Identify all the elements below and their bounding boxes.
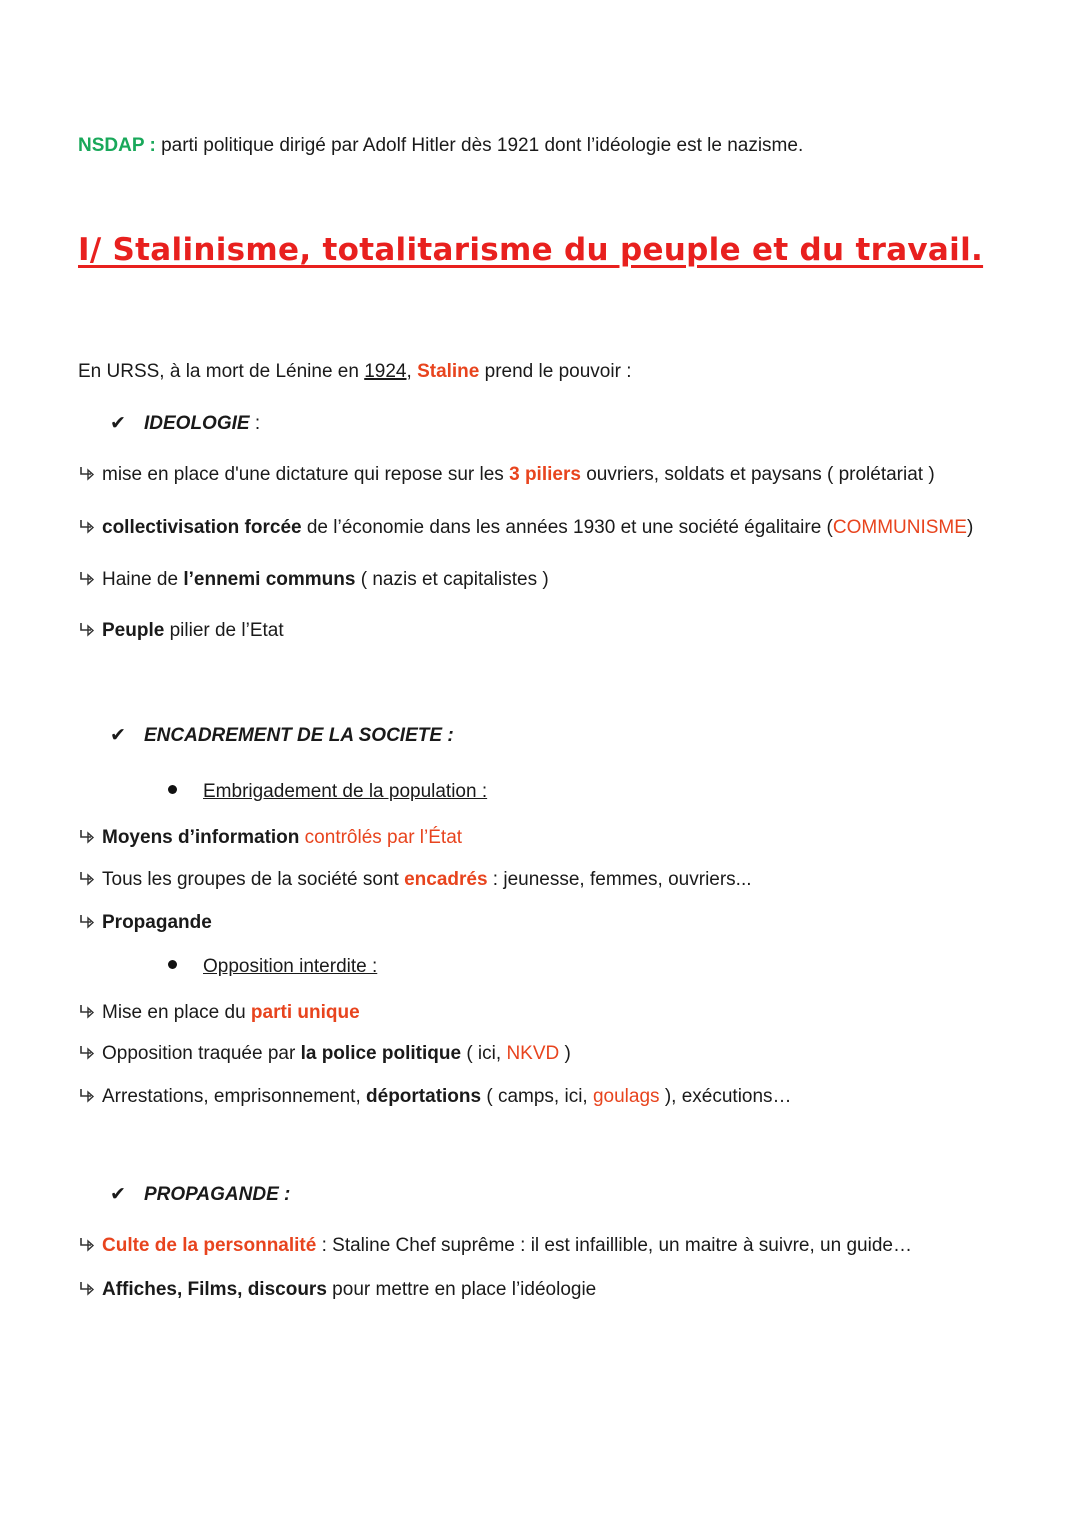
heading-ideologie-label: IDEOLOGIE (144, 413, 250, 434)
hooked-arrow-icon (78, 465, 96, 483)
propagande-item-2 (78, 1278, 596, 1302)
text: ), exécutions… (659, 1086, 792, 1107)
heading-encadrement-label: ENCADREMENT DE LA SOCIETE : (144, 725, 454, 746)
check-mark-icon: ✔ (110, 413, 126, 434)
text: mise en place d'une dictature qui repose sur les (102, 464, 510, 485)
text: de l’économie dans les années 1930 et une société égalitaire ( (301, 517, 833, 538)
heading-ideologie (110, 412, 260, 436)
bold-text: collectivisation forcée (102, 517, 302, 538)
intro-year: 1924 (364, 361, 407, 382)
text: Arrestations, emprisonnement, (102, 1086, 367, 1107)
text: ( ici, (461, 1043, 507, 1064)
hooked-arrow-icon (78, 870, 96, 888)
text: ( nazis et capitalistes ) (355, 569, 549, 590)
subheading-opposition (168, 955, 377, 979)
highlight: COMMUNISME (832, 517, 967, 538)
definition-term: NSDAP : (78, 135, 156, 156)
highlight: contrôlés par l’État (299, 827, 463, 848)
text: pour mettre en place l’idéologie (326, 1279, 597, 1300)
hooked-arrow-icon (78, 913, 96, 931)
intro-text-3: prend le pouvoir : (479, 361, 632, 382)
hooked-arrow-icon (78, 1280, 96, 1298)
highlight: 3 piliers (509, 464, 581, 485)
text: Haine de (102, 569, 184, 590)
ideologie-item-1 (78, 463, 935, 487)
bold-text: l’ennemi communs (183, 569, 356, 590)
bold-text: Propagande (102, 912, 212, 933)
encadrement-item-3 (78, 911, 212, 935)
definition-text: parti politique dirigé par Adolf Hitler dès 1921 dont l’idéologie est le nazisme. (161, 135, 804, 156)
heading-encadrement (110, 724, 454, 748)
intro-staline: Staline (417, 361, 480, 382)
bold-text: Affiches, Films, discours (102, 1279, 327, 1300)
intro-text-2: , (406, 361, 418, 382)
hooked-arrow-icon (78, 570, 96, 588)
text: pilier de l’Etat (164, 620, 284, 641)
check-mark-icon: ✔ (110, 1184, 126, 1205)
ideologie-item-4 (78, 619, 284, 643)
text: ouvriers, soldats et paysans ( prolétariat ) (580, 464, 935, 485)
text: Tous les groupes de la société sont (102, 869, 405, 890)
ideologie-item-3 (78, 568, 549, 592)
subheading-embrigadement (168, 780, 487, 804)
highlight: goulags (592, 1086, 660, 1107)
highlight: Culte de la personnalité (102, 1235, 317, 1256)
ideologie-item-2 (78, 516, 973, 540)
bold-text: la police politique (300, 1043, 462, 1064)
encadrement-item-1 (78, 826, 462, 850)
text: Opposition traquée par (102, 1043, 301, 1064)
check-mark-icon: ✔ (110, 725, 126, 746)
text: : jeunesse, femmes, ouvriers... (487, 869, 752, 890)
hooked-arrow-icon (78, 1044, 96, 1062)
bullet-dot-icon (168, 785, 177, 794)
subheading-text: Embrigadement de la population : (203, 781, 488, 802)
highlight: parti unique (250, 1002, 360, 1023)
heading-ideologie-colon: : (249, 413, 261, 434)
text: Mise en place du (102, 1002, 251, 1023)
text: : Staline Chef suprême : il est infaillible, un maitre à suivre, un guide… (316, 1235, 912, 1256)
heading-propagande-label: PROPAGANDE : (144, 1184, 291, 1205)
subheading-text: Opposition interdite : (203, 956, 378, 977)
encadrement-item-2 (78, 868, 752, 892)
propagande-item-1 (78, 1234, 912, 1258)
text: ) (559, 1043, 571, 1064)
hooked-arrow-icon (78, 1003, 96, 1021)
bold-text: déportations (366, 1086, 482, 1107)
hooked-arrow-icon (78, 1236, 96, 1254)
intro-text-1: En URSS, à la mort de Lénine en (78, 361, 365, 382)
highlight: encadrés (404, 869, 488, 890)
hooked-arrow-icon (78, 1087, 96, 1105)
bullet-dot-icon (168, 960, 177, 969)
bold-text: Moyens d’information (102, 827, 300, 848)
section-title: I/ Stalinisme, totalitarisme du peuple et du travail. (78, 232, 984, 268)
hooked-arrow-icon (78, 621, 96, 639)
hooked-arrow-icon (78, 518, 96, 536)
text: ( camps, ici, (481, 1086, 593, 1107)
bold-text: Peuple (102, 620, 165, 641)
encadrement-item-4 (78, 1001, 360, 1025)
encadrement-item-6 (78, 1085, 792, 1109)
nsdap-definition (78, 134, 803, 158)
hooked-arrow-icon (78, 828, 96, 846)
text: ) (966, 517, 974, 538)
intro-line (78, 360, 631, 384)
heading-propagande (110, 1183, 290, 1207)
highlight: NKVD (506, 1043, 560, 1064)
encadrement-item-5 (78, 1042, 571, 1066)
